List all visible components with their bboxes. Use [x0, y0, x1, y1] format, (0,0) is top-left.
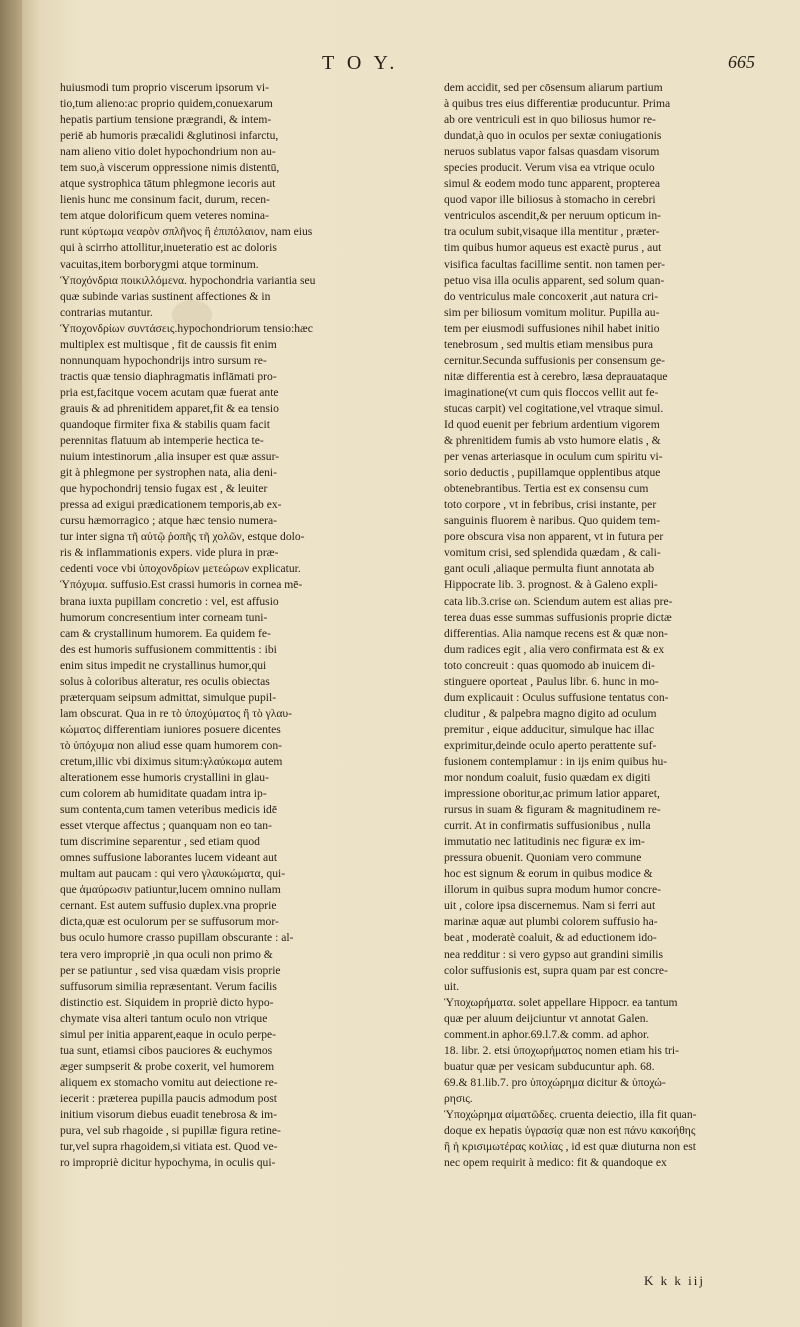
text-line: solus à coloribus alteratur, res oculis obiectas: [60, 674, 270, 688]
text-line: sorio deductis , pupillamque opplentibus atque: [444, 466, 661, 480]
text-line: que ἀμαύρωσιν patiuntur,lucem omnino nullam: [60, 883, 281, 897]
text-line: uit.: [444, 979, 460, 993]
text-line: initium visorum diebus euadit tenebrosa & im-: [60, 1108, 278, 1121]
text-line: visifica facultas facillime sentit. non tamen per-: [444, 257, 665, 271]
text-line: species producit. Verum visa ea vtrique oculo: [444, 161, 655, 175]
text-line: ventriculos ascendit,& per neruum opticum in-: [444, 209, 662, 223]
text-line: lam obscurat. Qua in re τὸ ὑποχύματος ἢ τὸ γλαυ-: [60, 706, 292, 720]
text-line: 69.& 81.lib.7. pro ὑποχώρημα dicitur & ὑποχώ-: [444, 1075, 666, 1089]
text-line: toto concreuit : quas quomodo ab inuicem di-: [444, 658, 655, 672]
text-line: quæ subinde varias sustinent affectiones & in: [60, 289, 271, 303]
text-line: comment.in aphor.69.l.7.& comm. ad aphor.: [444, 1027, 650, 1041]
text-line: bus oculo humore crasso pupillam obscurante : al-: [60, 931, 294, 945]
text-line: toto corpore , vt in febribus, crisi instante, per: [444, 498, 657, 512]
text-line: omnes suffusione laborantes lucem videant aut: [60, 851, 278, 865]
text-line: tur inter signa τῆ αὐτῷ ῥοπῆς τῆ χολῶν, estque dolo-: [60, 530, 305, 544]
text-line: fusionem contemplamur : in ijs enim quibus hu-: [444, 754, 668, 768]
text-line: Hippocrate lib. 3. prognost. & à Galeno expli-: [444, 578, 658, 592]
text-line: pore obscura visa non apparent, vt in futura per: [444, 530, 664, 544]
text-line: marinæ aquæ aut plumbi colorem suffusio ha-: [444, 915, 658, 929]
text-line: & phrenitidem fumis ab vsto humore elatis , &: [444, 434, 661, 448]
text-line: cluditur , & palpebra magno digito ad oculum: [444, 706, 657, 720]
text-line: per venas arteriasque in oculum cum spiritu vi-: [444, 450, 663, 464]
text-line: tra oculum subit,visaque illa mentitur , præter-: [444, 225, 660, 239]
text-line: enim situs impedit ne crystallinus humor,qui: [60, 658, 267, 672]
text-line: beat , moderatè coaluit, & ad eductionem ido-: [444, 931, 657, 945]
text-line: tio,tum alieno:ac proprio quidem,conuexarum: [60, 97, 273, 111]
text-line: tim quibus humor aqueus est exactè purus , aut: [444, 241, 662, 255]
text-line: imaginatione(vt cum quis floccos vellit aut fe-: [444, 385, 659, 399]
text-line: dem accidit, sed per cōsensum aliarum partium: [444, 81, 663, 94]
text-line: esset vterque affectus ; quanquam non eo tan-: [60, 819, 272, 833]
page-number: 665: [728, 52, 755, 72]
text-line: nam alieno vitio dolet hypochondrium non au-: [60, 145, 276, 159]
text-line: κώματος differentiam iuniores posuere dicentes: [60, 722, 281, 736]
text-line: pressa ad exigui prædicationem temporis,ab ex-: [60, 498, 282, 512]
text-line: quod vapor ille biliosus à stomacho in cerebri: [444, 193, 656, 207]
text-line: neruos sublatus vapor falsas quasdam visorum: [444, 145, 660, 159]
text-line: alterationem esse humoris crystallini in glau-: [60, 771, 269, 785]
signature-mark: K k k iij: [644, 1273, 705, 1288]
text-line: illorum in quibus supra modum humor concre-: [444, 883, 662, 897]
text-line: nea redditur : si vero gypso aut grandini similis: [444, 947, 663, 961]
text-line: pura, vel sub rhagoide , si pupillæ figura retine-: [60, 1124, 281, 1138]
left-column: [60, 80, 385, 1300]
text-line: currit. At in confirmatis suffusionibus , nulla: [444, 819, 651, 833]
text-line: tum discrimine separentur , sed etiam quod: [60, 835, 260, 849]
text-line: tenebrosum , sed multis etiam mensibus pura: [444, 337, 653, 351]
text-line: color suffusionis est, supra quam par est concre-: [444, 963, 668, 977]
text-line: impressione oboritur,ac primum latior apparet,: [444, 787, 660, 801]
text-line: obtenebrantibus. Tertia est ex consensu cum: [444, 482, 649, 496]
text-line: dum radices egit , alia vero confirmata est & ex: [444, 642, 665, 656]
text-line: cum colorem ab humiditate quadam intra ip-: [60, 787, 267, 801]
text-line: nec opem requirit à medico: fit & quandoque ex: [444, 1156, 667, 1170]
text-line: ro impropriè dicitur hypochyma, in oculis qui-: [60, 1156, 276, 1170]
text-line: runt κύρτωμα νεαρὸν σπλῆνος ἢ ἐπιπόλαιον, nam eius: [60, 225, 313, 239]
text-line: à quibus tres eius differentiæ producuntur. Prima: [444, 97, 671, 111]
text-line: cernant. Est autem suffusio duplex.vna proprie: [60, 899, 277, 913]
text-line: Ὑποχόνδρια ποικιλλόμενα. hypochondria variantia seu: [60, 273, 316, 287]
text-line: brana iuxta pupillam concretio : vel, est affusio: [60, 594, 279, 608]
text-line: Id quod euenit per febrium ardentium vigorem: [444, 417, 660, 431]
text-line: ab ore ventriculi est in quo biliosus humor re-: [444, 113, 656, 127]
text-line: humorum concresentium inter corneam tuni-: [60, 610, 268, 624]
text-line: suffusorum similia repræsentant. Verum facilis: [60, 979, 277, 993]
text-line: contrarias mutantur.: [60, 305, 153, 319]
text-line: tem atque dolorificum quem veteres nomina-: [60, 209, 269, 223]
text-line: ἢ ἡ κρισιμωτέρας κοιλίας , id est quæ diuturna non est: [444, 1140, 696, 1154]
text-line: que hypochondrij tensio fugax est , & leuiter: [60, 482, 268, 496]
text-line: tua sunt, etiamsi cibos pauciores & euchymos: [60, 1043, 273, 1057]
text-line: tem per eiusmodi suffusiones nihil habet initio: [444, 321, 660, 335]
text-line: æger sumpserit & probe coxerit, vel humorem: [60, 1059, 275, 1073]
book-gutter: [0, 0, 22, 1327]
text-line: doque ex hepatis ὑγρασίᾳ quæ non est πάνυ κακοήθης: [444, 1124, 696, 1138]
text-line: hoc est signum & eorum in quibus modice &: [444, 867, 653, 881]
text-line: Ὑποχονδρίων συντάσεις.hypochondriorum tensio:hæc: [60, 321, 313, 335]
text-line: mor nondum coaluit, fusio quædam ex digiti: [444, 771, 651, 785]
text-line: perennitas flatuum ab intemperie hectica te-: [60, 434, 264, 448]
text-line: cretum,illic vbi diximus situm:γλαύκωμα autem: [60, 754, 283, 768]
text-line: pressura obuenit. Quoniam vero commune: [444, 851, 642, 865]
text-line: tractis quæ tensio diaphragmatis inflāmati pro-: [60, 369, 277, 383]
text-line: dundat,à quo in oculos per sextæ coniugationis: [444, 129, 662, 143]
text-line: des est humoris suffusionem committentis : ibi: [60, 642, 277, 656]
text-line: aliquem ex stomacho vomitu aut deiectione re-: [60, 1075, 278, 1089]
text-line: quandoque firmiter fixa & stabilis quam facit: [60, 417, 270, 431]
text-line: cedenti voce vbi ὑποχονδρίων μετεώρων explicatur.: [60, 562, 301, 576]
text-line: nuium intestinorum ,alia insuper est quæ assur-: [60, 450, 280, 464]
text-line: premitur , eique adducitur, simulque hac illac: [444, 722, 655, 736]
text-line: sanguinis fluorem è naribus. Quo quidem tem-: [444, 514, 661, 528]
text-line: qui à scirrho attollitur,inueteratio est ac doloris: [60, 241, 277, 255]
text-line: huiusmodi tum proprio viscerum ipsorum vi-: [60, 81, 269, 94]
text-line: 18. libr. 2. etsi ὑποχωρήματος nomen etiam his tri-: [444, 1043, 679, 1057]
text-line: stucas carpit) vel cogitatione,vel vtraque simul.: [444, 401, 664, 415]
text-line: τὸ ὑπόχυμα non aliud esse quam humorem con-: [60, 738, 282, 752]
text-line: differentias. Alia namque recens est & quæ non-: [444, 626, 668, 640]
text-line: cursu hæmorragico ; atque hæc tensio numera-: [60, 514, 277, 528]
text-line: quæ per aluum deijciuntur vt annotat Galen.: [444, 1011, 649, 1025]
text-line: Ὑποχώρημα αἱματῶδες. cruenta deiectio, illa fit quan-: [444, 1108, 697, 1121]
text-line: exprimitur,deinde oculo aperto perattente suf-: [444, 738, 657, 752]
text-line: cam & crystallinum humorem. Ea quidem fe-: [60, 626, 271, 640]
text-line: dicta,quæ est oculorum per se suffusorum mor-: [60, 915, 279, 929]
text-line: dum explicauit : Oculus suffusione tentatus con-: [444, 690, 669, 704]
text-line: multam aut paucam : qui vero γλαυκώματα, qui-: [60, 867, 286, 881]
text-line: terea duas esse summas suffusionis proprie dictæ: [444, 610, 672, 624]
text-line: distinctio est. Siquidem in propriè dicto hypo-: [60, 995, 274, 1009]
text-line: Ὑπόχυμα. suffusio.Est crassi humoris in cornea mē-: [60, 578, 303, 592]
text-line: cata lib.3.crise ωn. Sciendum autem est alias pre-: [444, 594, 673, 608]
text-line: buatur quæ per vesicam subducuntur aph. 68.: [444, 1059, 655, 1073]
text-line: atque systrophica tātum phlegmone iecoris aut: [60, 177, 276, 191]
text-line: multiplex est multisque , fit de caussis fit enim: [60, 337, 277, 351]
text-line: gant oculi ,aliaque permulta fiunt annotata ab: [444, 562, 655, 576]
text-line: nonnunquam hypochondrijs intro sursum re-: [60, 353, 267, 367]
book-page: [22, 0, 800, 1327]
text-line: git à phlegmone per systrophen nata, alia deni-: [60, 466, 277, 480]
text-line: nitæ differentia est à cerebro, læsa deprauataque: [444, 369, 668, 383]
page-header: [22, 50, 800, 76]
text-line: grauis & ad phrenitidem apparet,fit & ea tensio: [60, 401, 279, 415]
text-line: ρησις.: [444, 1091, 473, 1105]
text-line: vacuitas,item borborygmi atque torminum.: [60, 257, 259, 271]
text-line: hepatis partium tensione prægrandi, & intem-: [60, 113, 272, 127]
text-line: simul per initia apparent,eaque in oculo perpe-: [60, 1027, 277, 1041]
text-line: cernitur.Secunda suffusionis per consensum ge-: [444, 353, 665, 367]
text-line: lienis hunc me consinum facit, durum, recen-: [60, 193, 270, 207]
running-head: T O Y.: [322, 52, 399, 74]
text-line: periē ab humoris præcalidi &glutinosi infarctu,: [60, 129, 279, 143]
text-line: tera vero impropriè ,in qua oculi non primo &: [60, 947, 273, 961]
text-line: iecerit : præterea pupilla paucis admodum post: [60, 1091, 277, 1105]
text-line: chymate visa alteri tantum oculo non vtrique: [60, 1011, 268, 1025]
text-line: Ὑποχωρήματα. solet appellare Hippocr. ea tantum: [444, 995, 678, 1009]
text-line: vomitum crisi, sed splendida quædam , & cali-: [444, 546, 661, 560]
text-line: petuo visa illa oculis apparent, sed solum quan-: [444, 273, 665, 287]
text-line: tur,vel supra rhagoidem,si vitiata est. Quod ve-: [60, 1140, 278, 1154]
text-line: sim per biliosum vomitum molitur. Pupilla au-: [444, 305, 660, 319]
right-column: [444, 80, 769, 1300]
text-line: tem suo,à viscerum oppressione nimis distentū,: [60, 161, 280, 175]
text-line: pria est,facitque vocem acutam quæ fuerat ante: [60, 385, 279, 399]
text-line: do ventriculus male concoxerit ,aut natura cri-: [444, 289, 659, 303]
text-line: ris & inflammationis expers. vide plura in præ-: [60, 546, 279, 560]
text-line: sum contenta,cum tamen veteribus medicis idē: [60, 803, 277, 817]
text-line: simul & eodem modo tunc apparent, propterea: [444, 177, 661, 191]
text-line: immutatio nec latitudinis nec figuræ ex im-: [444, 835, 645, 849]
text-line: uit , colore ipsa discernemus. Nam si ferri aut: [444, 899, 656, 913]
text-line: stinguere oporteat , Paulus libr. 6. hunc in mo-: [444, 674, 659, 688]
text-line: rursus in suam & figuram & magnitudinem re-: [444, 803, 661, 817]
text-line: præterquam seipsum admittat, simulque pupil-: [60, 690, 277, 704]
text-line: per se patiuntur , sed visa quædam visis proprie: [60, 963, 281, 977]
